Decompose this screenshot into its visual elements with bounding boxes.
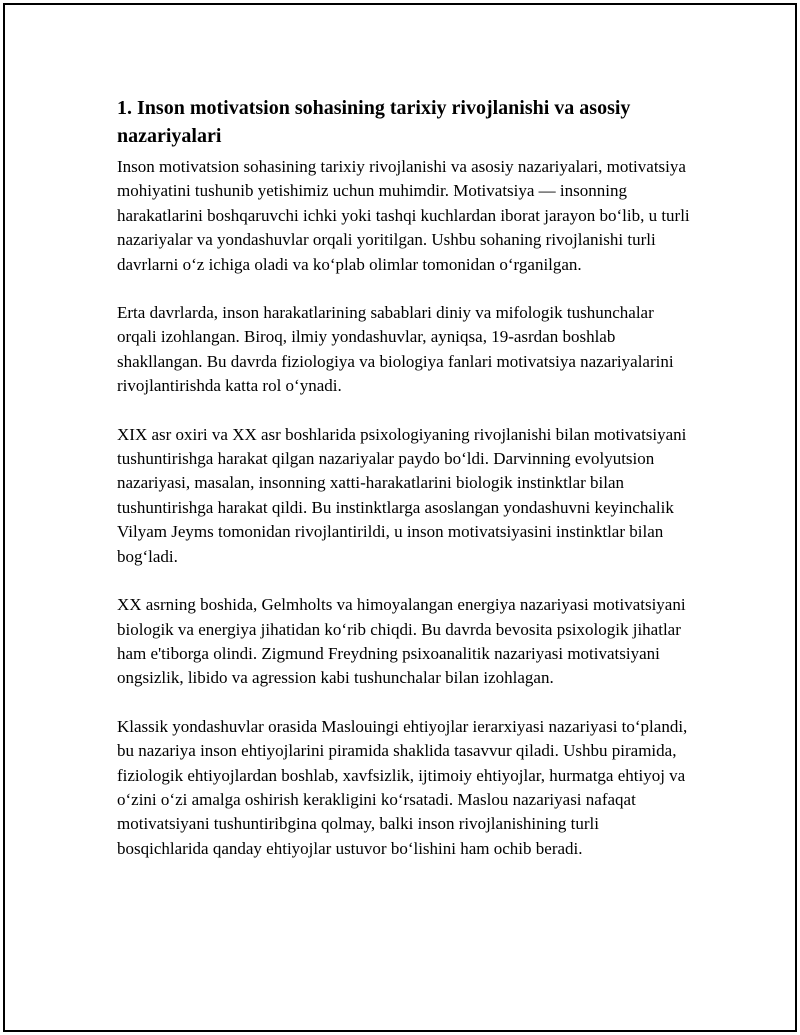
paragraph-classical-approaches: Klassik yondashuvlar orasida Maslouingi ehtiyojlar ierarxiyasi nazariyasi to‘plandi, bu nazariya inson ehtiyojlarini piramida shaklida tasavvur qiladi. Ushbu piramida, fiziologik ehtiyojlardan boshlab, xavfsizlik, ijtimoiy ehtiyojlar, hurmatga ehtiyoj va o‘zini o‘zi amalga oshirish kerakligini ko‘rsatadi. Maslou nazariyasi nafaqat motivatsiyani tushuntiribgina qolmay, balki inson rivojlanishining turli bosqichlarida qanday ehtiyojlar ustuvor bo‘lishini ham ochib beradi. bbox=[117, 716, 688, 858]
paragraph-early-periods: Erta davrlarda, inson harakatlarining sabablari diniy va mifologik tushunchalar orqali izohlangan. Biroq, ilmiy yondashuvlar, ayniqsa, 19-asrdan boshlab shakllangan. Bu davrda fiziologiya va biologiya fanlari motivatsiya nazariyalarini rivojlantirishda katta rol o‘ynadi. bbox=[117, 303, 674, 396]
paragraph-intro: Inson motivatsion sohasining tarixiy rivojlanishi va asosiy nazariyalari, motivatsiya mohiyatini tushunib yetishimiz uchun muhimdir. Motivatsiya — insonning harakatlarini boshqaruvchi ichki yoki tashqi kuchlardan iborat jarayon bo‘lib, u turli nazariyalar va yondashuvlar orqali yoritilgan. Ushbu sohaning rivojlanishi turli davrlarni o‘z ichiga oladi va ko‘plab olimlar tomonidan o‘rganilgan. bbox=[117, 157, 690, 274]
document-body bbox=[117, 94, 692, 885]
paragraph-early-20th-century: XX asrning boshida, Gelmholts va himoyalangan energiya nazariyasi motivatsiyani biologik va energiya jihatidan ko‘rib chiqdi. Bu davrda bevosita psixologik jihatlar ham e'tiborga olindi. Zigmund Freydning psixoanalitik nazariyasi motivatsiyani ongsizlik, libido va agression kabi tushunchalar bilan izohlagan. bbox=[117, 595, 686, 688]
section-heading: 1. Inson motivatsion sohasining tarixiy rivojlanishi va asosiy nazariyalari bbox=[117, 97, 631, 147]
paragraph-19th-20th-century: XIX asr oxiri va XX asr boshlarida psixologiyaning rivojlanishi bilan motivatsiyani tushuntirishga harakat qilgan nazariyalar paydo bo‘ldi. Darvinning evolyutsion nazariyasi, masalan, insonning xatti-harakatlarini biologik instinktlar bilan tushuntirishga harakat qildi. Bu instinktlarga asoslangan yondashuvni keyinchalik Vilyam Jeyms tomonidan rivojlantirildi, u inson motivatsiyasini instinktlar bilan bog‘ladi. bbox=[117, 424, 687, 566]
